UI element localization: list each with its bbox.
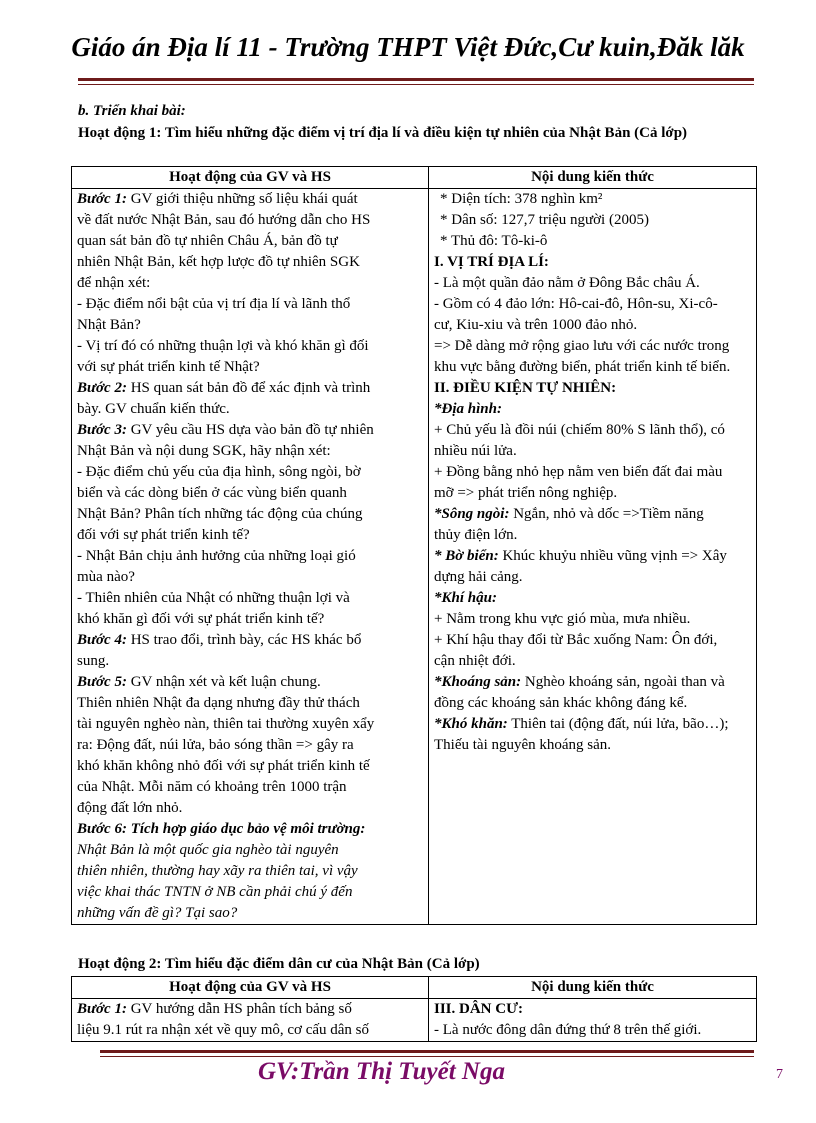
text-line: Nghèo khoáng sản, ngoài than và	[521, 674, 725, 690]
text-line: + Đồng bằng nhỏ hẹp nằm ven biển đất đai màu	[434, 464, 723, 480]
step1-label: Bước 1:	[77, 191, 127, 207]
location-block	[434, 252, 751, 378]
page-header-title: Giáo án Địa lí 11 - Trường THPT Việt Đức,Cư kuin,Đăk lăk	[71, 32, 745, 62]
activity1-left-cell	[72, 189, 429, 925]
text-line: khu vực bằng đường biển, phát triển kinh tế biển.	[434, 359, 731, 375]
section-title: I. VỊ TRÍ ĐỊA LÍ:	[434, 254, 549, 270]
text-line: tài nguyên nghèo nàn, thiên tai thường xuyên xẩy	[77, 716, 375, 732]
text-line: - Đặc điểm chủ yếu của địa hình, sông ngòi, bờ	[77, 464, 361, 480]
text-line: liệu 9.1 rút ra nhận xét về quy mô, cơ cấu dân số	[77, 1022, 370, 1038]
text-line: thiên nhiên, thường hay xãy ra thiên tai, vì vậy	[77, 863, 358, 879]
text-line: => Dễ dàng mở rộng giao lưu với các nước trong	[434, 338, 730, 354]
text-line: khó khăn gì đối với sự phát triển kinh tế?	[77, 611, 325, 627]
text-line: đối với sự phát triển kinh tế?	[77, 527, 250, 543]
text-line: những vấn đề gì? Tại sao?	[77, 905, 238, 921]
header-rule	[78, 78, 754, 81]
section-title: II. ĐIỀU KIỆN TỰ NHIÊN:	[434, 380, 617, 396]
text-line: ra: Động đất, núi lửa, bảo sóng thần => gây ra	[77, 737, 354, 753]
text-line: GV nhận xét và kết luận chung.	[130, 674, 321, 690]
sub-label: *Khó khăn:	[434, 716, 508, 732]
text-line: nhiên Nhật Bản, kết hợp lược đồ tự nhiên SGK	[77, 254, 360, 270]
text-line: GV yêu cầu HS dựa vào bản đồ tự nhiên	[130, 422, 374, 438]
section-title: III. DÂN CƯ:	[434, 1001, 524, 1017]
text-line: GV giới thiệu những số liệu khái quát	[130, 191, 358, 207]
text-line: cư, Kiu-xiu và trên 1000 đảo nhỏ.	[434, 317, 638, 333]
step4-block	[77, 630, 423, 672]
step3-block	[77, 420, 423, 630]
text-line: động đất lớn nhỏ.	[77, 800, 183, 816]
text-line: việc khai thác TNTN ở NB cần phải chú ý đến	[77, 884, 353, 900]
step5-block	[77, 672, 423, 819]
step5-label: Bước 5:	[77, 674, 127, 690]
text-line: bày. GV chuẩn kiến thức.	[77, 401, 230, 417]
text-line: Nhật Bản?	[77, 317, 141, 333]
text-line: - Đặc điểm nổi bật của vị trí địa lí và lãnh thổ	[77, 296, 351, 312]
activity2-col-right: Nội dung kiến thức	[429, 977, 757, 999]
text-line: Ngắn, nhỏ và dốc =>Tiềm năng	[509, 506, 704, 522]
text-line: đồng các khoáng sản khác không đáng kể.	[434, 695, 688, 711]
footer-author: GV:Trần Thị Tuyết Nga	[258, 1058, 505, 1085]
text-line: khó khăn không nhỏ đối với sự phát triển kinh tế	[77, 758, 370, 774]
activity1-right-cell	[429, 189, 757, 925]
footer-rule	[100, 1050, 754, 1053]
activity2-left-cell	[72, 999, 429, 1042]
text-line: - Gồm có 4 đảo lớn: Hô-cai-đô, Hôn-su, Xi-cô-	[434, 296, 718, 312]
page-number: 7	[776, 1067, 783, 1082]
text-line: + Chủ yếu là đồi núi (chiếm 80% S lãnh thổ), có	[434, 422, 725, 438]
text-line: HS quan sát bản đồ để xác định và trình	[130, 380, 371, 396]
activity1-col-right: Nội dung kiến thức	[429, 167, 757, 189]
footer-rule-thin	[100, 1056, 754, 1057]
text-line: biển và các dòng biển ở các vùng biển quanh	[77, 485, 347, 501]
text-line: HS trao đổi, trình bày, các HS khác bổ	[130, 632, 362, 648]
text-line: - Là một quần đảo nằm ở Đông Bắc châu Á.	[434, 275, 700, 291]
step1-block	[77, 189, 423, 378]
text-line: với sự phát triển kinh tế Nhật?	[77, 359, 260, 375]
text-line: dựng hải cảng.	[434, 569, 523, 585]
step1-label: Bước 1:	[77, 1001, 127, 1017]
text-line: - Thiên nhiên của Nhật có những thuận lợi và	[77, 590, 350, 606]
step2-label: Bước 2:	[77, 380, 127, 396]
text-line: của Nhật. Mỗi năm có khoảng trên 1000 trận	[77, 779, 347, 795]
step2-block	[77, 378, 423, 420]
sub-label: *Khoáng sản:	[434, 674, 522, 690]
step6-label: Bước 6: Tích hợp giáo dục bảo vệ môi trường:	[77, 821, 366, 837]
text-line: - Là nước đông dân đứng thứ 8 trên thế giới.	[434, 1022, 702, 1038]
text-line: quan sát bản đồ tự nhiên Châu Á, bản đồ tự	[77, 233, 338, 249]
text-line: để nhận xét:	[77, 275, 151, 291]
text-line: Thiên nhiên Nhật đa dạng nhưng đầy thử thách	[77, 695, 360, 711]
text-line: thủy điện lớn.	[434, 527, 518, 543]
text-line: + Khí hậu thay đổi từ Bắc xuống Nam: Ôn đới,	[434, 632, 718, 648]
nature-block	[434, 378, 751, 756]
sub-label: * Bờ biển:	[434, 548, 499, 564]
activity2-title: Hoạt động 2: Tìm hiểu đặc điểm dân cư của Nhật Bản (Cả lớp)	[78, 956, 480, 972]
text-line: về đất nước Nhật Bản, sau đó hướng dẫn cho HS	[77, 212, 371, 228]
text-line: mỡ => phát triển nông nghiệp.	[434, 485, 618, 501]
sub-label: *Sông ngòi:	[434, 506, 510, 522]
text-line: mùa nào?	[77, 569, 135, 585]
activity2-table	[71, 976, 757, 1042]
text-line: + Nằm trong khu vực gió mùa, mưa nhiều.	[434, 611, 691, 627]
sub-label: *Địa hình:	[434, 401, 502, 417]
text-line: Thiên tai (động đất, núi lửa, bão…);	[507, 716, 729, 732]
sub-label: *Khí hậu:	[434, 590, 497, 606]
text-line: - Vị trí đó có những thuận lợi và khó khăn gì đối	[77, 338, 369, 354]
step6-block	[77, 819, 423, 924]
fact-line: * Dân số: 127,7 triệu người (2005)	[440, 212, 649, 228]
text-line: Nhật Bản? Phân tích những tác động của chúng	[77, 506, 363, 522]
text-line: nhiều núi lửa.	[434, 443, 517, 459]
section-heading: b. Triển khai bài:	[78, 103, 186, 119]
facts-block	[434, 189, 751, 252]
text-line: Khúc khuỷu nhiều vũng vịnh => Xây	[498, 548, 727, 564]
text-line: cận nhiệt đới.	[434, 653, 516, 669]
step4-label: Bước 4:	[77, 632, 127, 648]
fact-line: * Diện tích: 378 nghìn km²	[440, 191, 603, 207]
text-line: Thiếu tài nguyên khoáng sản.	[434, 737, 612, 753]
text-line: sung.	[77, 653, 110, 669]
text-line: Nhật Bản và nội dung SGK, hãy nhận xét:	[77, 443, 331, 459]
activity2-col-left: Hoạt động của GV và HS	[72, 977, 429, 999]
fact-line: * Thủ đô: Tô-ki-ô	[440, 233, 548, 249]
activity1-table	[71, 166, 757, 925]
step3-label: Bước 3:	[77, 422, 127, 438]
text-line: GV hướng dẫn HS phân tích bảng số	[130, 1001, 352, 1017]
text-line: Nhật Bản là một quốc gia nghèo tài nguyên	[77, 842, 339, 858]
header-rule-thin	[78, 84, 754, 85]
activity1-col-left: Hoạt động của GV và HS	[72, 167, 429, 189]
activity2-right-cell	[429, 999, 757, 1042]
text-line: - Nhật Bản chịu ảnh hưởng của những loại gió	[77, 548, 356, 564]
activity1-title: Hoạt động 1: Tìm hiểu những đặc điểm vị trí địa lí và điều kiện tự nhiên của Nhật Bản (Cả lớp)	[78, 125, 688, 141]
